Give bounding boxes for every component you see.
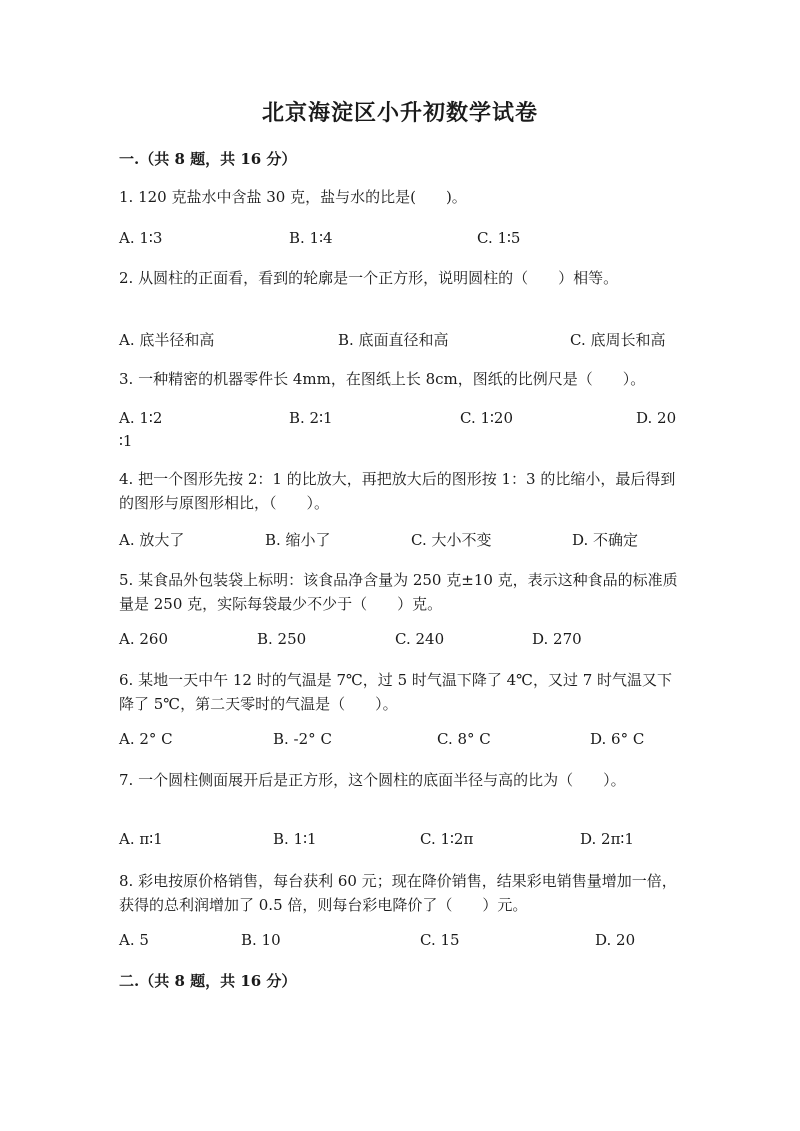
q3-option-d[interactable]: D. 20 xyxy=(636,409,677,427)
q1-option-a[interactable]: A. 1∶3 xyxy=(119,229,163,247)
q3-option-c[interactable]: C. 1∶20 xyxy=(460,409,514,427)
question-1: 1. 120 克盐水中含盐 30 克，盐与水的比是( )。 xyxy=(119,188,467,206)
question-3: 3. 一种精密的机器零件长 4mm，在图纸上长 8cm，图纸的比例尺是（ ）。 xyxy=(119,370,646,388)
q2-option-c[interactable]: C. 底周长和高 xyxy=(570,331,666,349)
section-heading-2: 二.（共 8 题，共 16 分） xyxy=(119,972,297,990)
question-4: 4. 把一个图形先按 2：1 的比放大，再把放大后的图形按 1：3 的比缩小，最后得到的图形与原图形相比，（ ）。 xyxy=(119,470,676,512)
q4-option-d[interactable]: D. 不确定 xyxy=(572,531,639,549)
page-title: 北京海淀区小升初数学试卷 xyxy=(261,100,538,126)
q8-option-b[interactable]: B. 10 xyxy=(241,931,281,949)
q6-option-d[interactable]: D. 6° C xyxy=(590,730,645,748)
q8-option-c[interactable]: C. 15 xyxy=(420,931,460,949)
q2-option-a[interactable]: A. 底半径和高 xyxy=(119,331,215,349)
q3-option-d-continued: ∶1 xyxy=(119,432,133,450)
q1-option-b[interactable]: B. 1∶4 xyxy=(289,229,333,247)
q7-option-d[interactable]: D. 2π∶1 xyxy=(580,830,634,848)
q6-option-a[interactable]: A. 2° C xyxy=(119,730,173,748)
q6-option-c[interactable]: C. 8° C xyxy=(437,730,491,748)
q2-option-b[interactable]: B. 底面直径和高 xyxy=(338,331,449,349)
q5-option-b[interactable]: B. 250 xyxy=(257,630,307,648)
question-8: 8. 彩电按原价格销售，每台获利 60 元；现在降价销售，结果彩电销售量增加一倍，获得的总利润增加了 0.5 倍，则每台彩电降价了（ ）元。 xyxy=(119,872,677,914)
q1-option-c[interactable]: C. 1∶5 xyxy=(477,229,521,247)
q3-option-a[interactable]: A. 1∶2 xyxy=(119,409,163,427)
q6-option-b[interactable]: B. -2° C xyxy=(273,730,332,748)
q4-option-a[interactable]: A. 放大了 xyxy=(119,531,185,549)
question-6: 6. 某地一天中午 12 时的气温是 7℃，过 5 时气温下降了 4℃，又过 7 时气温又下降了 5℃，第二天零时的气温是（ ）。 xyxy=(119,671,673,713)
question-7: 7. 一个圆柱侧面展开后是正方形，这个圆柱的底面半径与高的比为（ ）。 xyxy=(119,771,626,789)
question-5: 5. 某食品外包装袋上标明：该食品净含量为 250 克±10 克，表示这种食品的标准质量是 250 克，实际每袋最少不少于（ ）克。 xyxy=(119,571,678,613)
q5-option-a[interactable]: A. 260 xyxy=(119,630,168,648)
q5-option-d[interactable]: D. 270 xyxy=(532,630,582,648)
section-heading-1: 一.（共 8 题，共 16 分） xyxy=(119,150,297,168)
q3-option-b[interactable]: B. 2∶1 xyxy=(289,409,333,427)
q4-option-c[interactable]: C. 大小不变 xyxy=(411,531,492,549)
q4-option-b[interactable]: B. 缩小了 xyxy=(265,531,331,549)
q7-option-b[interactable]: B. 1∶1 xyxy=(273,830,317,848)
q8-option-a[interactable]: A. 5 xyxy=(119,931,149,949)
q8-option-d[interactable]: D. 20 xyxy=(595,931,636,949)
question-2: 2. 从圆柱的正面看，看到的轮廓是一个正方形，说明圆柱的（ ）相等。 xyxy=(119,269,619,287)
q7-option-a[interactable]: A. π∶1 xyxy=(119,830,163,848)
q5-option-c[interactable]: C. 240 xyxy=(395,630,445,648)
q7-option-c[interactable]: C. 1∶2π xyxy=(420,830,474,848)
